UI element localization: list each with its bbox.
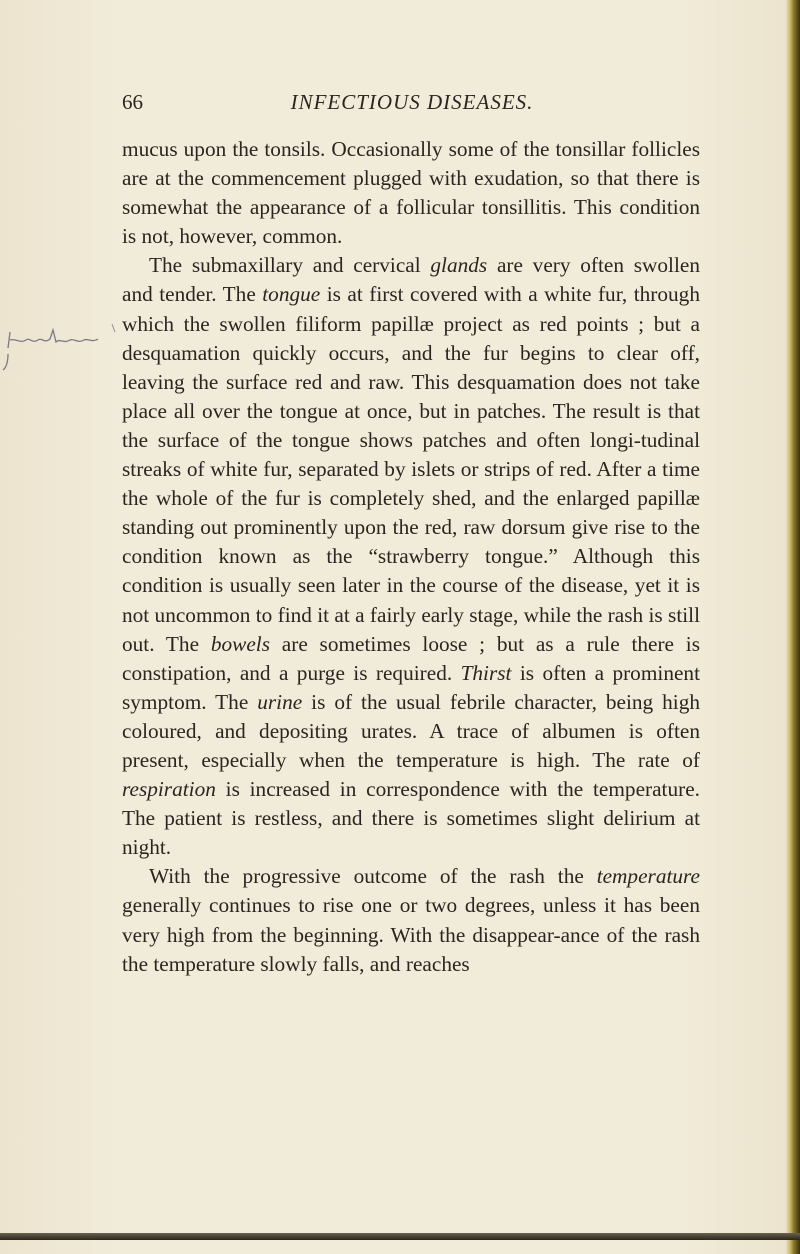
emphasis-bowels: bowels xyxy=(210,631,270,656)
paragraph-temperature xyxy=(122,862,700,978)
paragraph-tonsils xyxy=(122,135,700,251)
paragraph-text: The submaxillary and cervical xyxy=(149,253,431,278)
emphasis-urine: urine xyxy=(257,689,303,714)
body-text xyxy=(122,135,700,979)
emphasis-glands: glands xyxy=(430,253,488,278)
paragraph-text: is increased in correspondence with the temperature. The patient is restless, and there is sometimes slight delirium at night. xyxy=(122,777,700,860)
running-title: INFECTIOUS DISEASES. xyxy=(290,90,534,114)
paragraph-glands-tongue xyxy=(122,251,700,862)
bottom-rule xyxy=(0,1233,800,1240)
paragraph-text: is often a prominent symptom. The xyxy=(122,660,700,714)
emphasis-temperature: temperature xyxy=(596,864,700,889)
page-edge xyxy=(786,0,800,1254)
page-number: 66 xyxy=(122,90,143,114)
paragraph-text: is at first covered with a white fur, through which the swollen filiform papillæ project as red points ; but a desquamation quickly occurs, and the fur begins to clear off, leaving the surface red and raw. This desquamation does not take place all over the tongue at once, but in patches. The result is that the surface of the tongue shows patches and often longi-tudinal streaks of white fur, separated by islets or strips of red. After a time the whole of the fur is completely shed, and the enlarged papillæ standing out prominently upon the red, raw dorsum give rise to the condition known as the “strawberry tongue.” Although this condition is usually seen later in the course of the disease, yet it is not uncommon to find it at a fairly early stage, while the rash is still out. The xyxy=(122,282,700,656)
emphasis-thirst: Thirst xyxy=(460,660,512,685)
paragraph-text: generally continues to rise one or two degrees, unless it has been very high from the beginning. With the disappear-ance of the rash the temperature slowly falls, and reaches xyxy=(122,893,700,976)
paragraph-text: is of the usual febrile character, being high coloured, and depositing urates. A trace of albumen is often present, especially when the temperature is high. The rate of xyxy=(122,689,701,772)
emphasis-tongue: tongue xyxy=(262,282,321,307)
handwritten-scribble-icon xyxy=(0,310,120,380)
paragraph-text: mucus upon the tonsils. Occasionally some of the tonsillar follicles are at the commencement plugged with exudation, so that there is somewhat the appearance of a follicular tonsillitis. This condition is not, however, common. xyxy=(122,137,700,249)
paragraph-text: are sometimes loose ; but as a rule there is constipation, and a purge is required. xyxy=(122,631,700,685)
paragraph-text: are very often swollen and tender. The xyxy=(122,253,700,307)
page-header xyxy=(122,90,702,118)
paragraph-text: With the progressive outcome of the rash the xyxy=(149,864,597,889)
emphasis-respiration: respiration xyxy=(122,777,216,802)
